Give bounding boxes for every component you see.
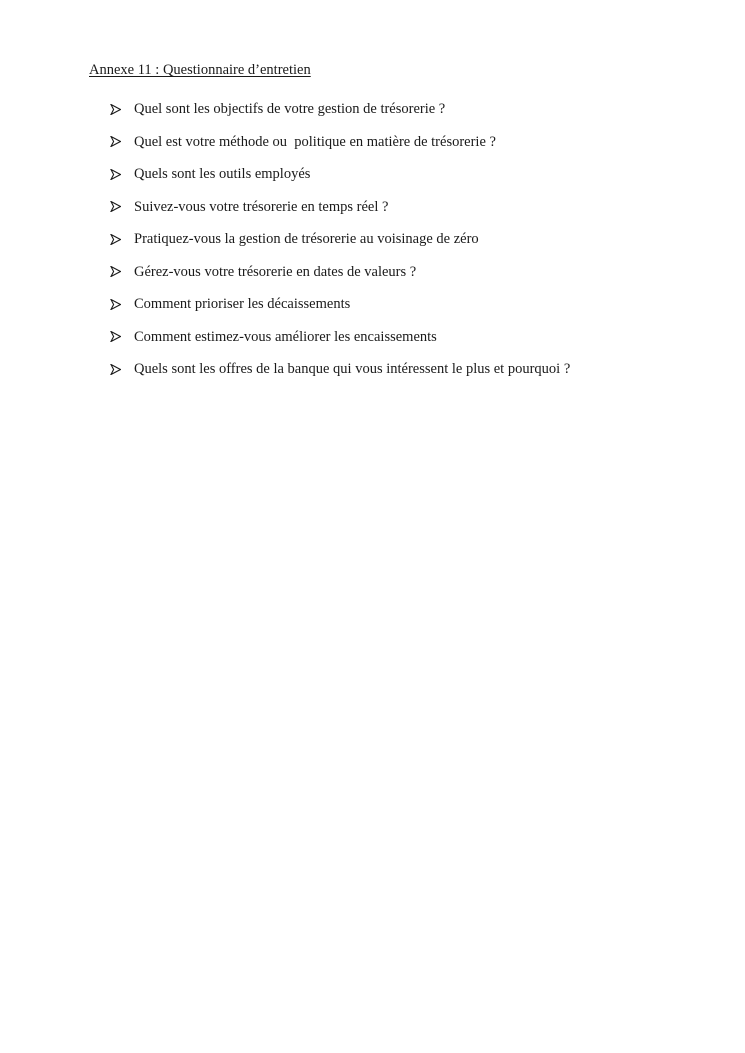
arrowhead-bullet-icon — [110, 104, 121, 115]
arrowhead-bullet-icon — [110, 234, 121, 245]
arrowhead-bullet-icon — [110, 169, 121, 180]
arrowhead-bullet-icon — [110, 331, 121, 342]
list-item — [110, 321, 570, 354]
list-item — [110, 93, 570, 126]
arrowhead-bullet-icon — [110, 266, 121, 277]
list-item — [110, 353, 570, 386]
arrowhead-bullet-icon — [110, 201, 121, 212]
question-text: Gérez-vous votre trésorerie en dates de valeurs ? — [134, 263, 417, 280]
question-text: Pratiquez-vous la gestion de trésorerie au voisinage de zéro — [134, 231, 479, 248]
questionnaire-list — [110, 93, 570, 386]
list-item — [110, 191, 570, 224]
question-text: Comment prioriser les décaissements — [134, 296, 351, 313]
question-text: Quel sont les objectifs de votre gestion de trésorerie ? — [134, 101, 446, 118]
list-item — [110, 126, 570, 159]
annex-title: Annexe 11 : Questionnaire d’entretien — [89, 62, 311, 78]
arrowhead-bullet-icon — [110, 136, 121, 147]
list-item — [110, 223, 570, 256]
list-item — [110, 158, 570, 191]
question-text: Suivez-vous votre trésorerie en temps réel ? — [134, 198, 389, 215]
question-text: Quels sont les offres de la banque qui vous intéressent le plus et pourquoi ? — [134, 361, 571, 378]
arrowhead-bullet-icon — [110, 299, 121, 310]
question-text: Quels sont les outils employés — [134, 166, 311, 183]
question-text: Comment estimez-vous améliorer les encaissements — [134, 328, 437, 345]
list-item — [110, 288, 570, 321]
arrowhead-bullet-icon — [110, 364, 121, 375]
list-item — [110, 256, 570, 289]
question-text: Quel est votre méthode ou politique en matière de trésorerie ? — [134, 133, 496, 150]
